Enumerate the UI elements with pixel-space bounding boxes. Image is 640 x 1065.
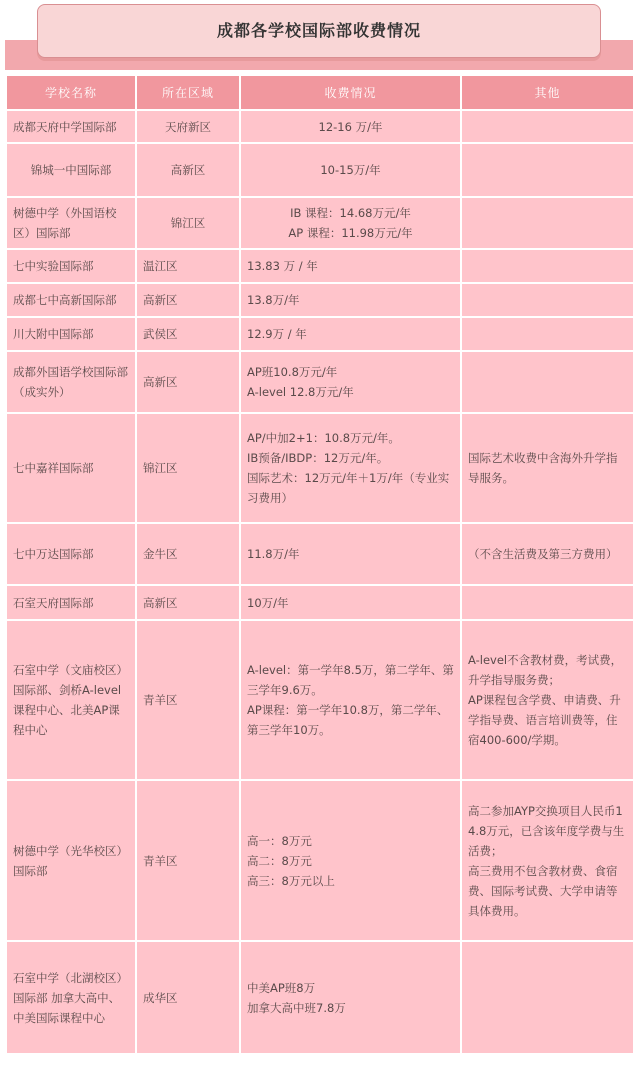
other-cell [461, 780, 634, 941]
school-name-cell: 七中实验国际部 [6, 249, 136, 283]
table-row [6, 110, 634, 143]
area-cell: 金牛区 [136, 523, 240, 585]
fee-line: 13.8万/年 [247, 293, 300, 307]
area-cell: 锦江区 [136, 413, 240, 523]
fee-line: 12.9万 / 年 [247, 327, 307, 341]
fees-cell [240, 317, 461, 351]
school-name-cell: 成都外国语学校国际部（成实外） [6, 351, 136, 413]
table-row [6, 585, 634, 620]
school-name-cell: 七中嘉祥国际部 [6, 413, 136, 523]
other-cell [461, 620, 634, 780]
fee-table [5, 74, 635, 1055]
table-row [6, 780, 634, 941]
other-cell [461, 351, 634, 413]
other-note-line: AP课程包含学费、申请费、升学指导费、语言培训费等，住宿400-600/学期。 [468, 693, 621, 747]
fee-line: 12-16 万/年 [318, 119, 383, 134]
school-name-cell: 石室天府国际部 [6, 585, 136, 620]
school-name-cell: 石室中学（北湖校区）国际部 加拿大高中、中美国际课程中心 [6, 941, 136, 1054]
other-cell [461, 143, 634, 197]
column-header-school: 学校名称 [6, 75, 136, 110]
fees-cell [240, 143, 461, 197]
column-header-other: 其他 [461, 75, 634, 110]
fee-line: 中美AP班8万 [247, 980, 316, 995]
other-note-line: 高二参加AYP交换项目人民币14.8万元，已含该年度学费与生活费； [468, 803, 625, 858]
other-note-line: A-level不含教材费，考试费，升学指导服务费； [468, 653, 623, 687]
fee-line: A-level：第一学年8.5万，第二学年、第三学年9.6万。 [247, 663, 454, 697]
fees-cell [240, 585, 461, 620]
other-cell [461, 197, 634, 249]
school-name-cell: 石室中学（文庙校区）国际部、剑桥A-level课程中心、北美AP课程中心 [6, 620, 136, 780]
fee-line: 高三：8万元以上 [247, 873, 335, 888]
other-note-line: 国际艺术收费中含海外升学指导服务。 [468, 451, 618, 485]
fee-line: IB 课程：14.68万元/年 [290, 206, 411, 220]
area-cell: 成华区 [136, 941, 240, 1054]
other-cell [461, 941, 634, 1054]
school-name-cell: 川大附中国际部 [6, 317, 136, 351]
area-cell: 高新区 [136, 143, 240, 197]
table-row [6, 249, 634, 283]
area-cell: 锦江区 [136, 197, 240, 249]
area-cell: 武侯区 [136, 317, 240, 351]
other-cell [461, 317, 634, 351]
table-header-row [6, 75, 634, 110]
other-note-line: 高三费用不包含教材费、食宿费、国际考试费、大学申请等具体费用。 [468, 863, 618, 918]
fee-line: 高二：8万元 [247, 853, 312, 868]
column-header-fees: 收费情况 [240, 75, 461, 110]
area-cell: 天府新区 [136, 110, 240, 143]
table-row [6, 317, 634, 351]
fee-line: AP 课程：11.98万元/年 [288, 226, 413, 240]
fees-cell [240, 283, 461, 317]
other-cell [461, 110, 634, 143]
other-cell [461, 523, 634, 585]
fee-line: 10万/年 [247, 595, 289, 610]
fee-line: 10-15万/年 [320, 163, 381, 177]
school-name-cell: 七中万达国际部 [6, 523, 136, 585]
area-cell: 温江区 [136, 249, 240, 283]
fee-line: 高一：8万元 [247, 833, 312, 848]
school-name-cell: 树德中学（外国语校区）国际部 [6, 197, 136, 249]
table-row [6, 283, 634, 317]
area-cell: 青羊区 [136, 780, 240, 941]
area-cell: 青羊区 [136, 620, 240, 780]
table-row [6, 413, 634, 523]
table-row [6, 143, 634, 197]
fees-cell [240, 110, 461, 143]
fees-cell [240, 941, 461, 1054]
fees-cell [240, 249, 461, 283]
fee-line: 国际艺术：12万元/年＋1万/年（专业实习费用） [247, 471, 450, 505]
school-name-cell: 树德中学（光华校区）国际部 [6, 780, 136, 941]
area-cell: 高新区 [136, 283, 240, 317]
column-header-area: 所在区域 [136, 75, 240, 110]
fees-cell [240, 523, 461, 585]
table-row [6, 197, 634, 249]
school-name-cell: 成都天府中学国际部 [6, 110, 136, 143]
fee-line: AP课程：第一学年10.8万，第二学年、第三学年10万。 [247, 703, 449, 737]
other-cell [461, 283, 634, 317]
fee-line: 11.8万/年 [247, 547, 300, 561]
fees-cell [240, 620, 461, 780]
page-title: 成都各学校国际部收费情况 [216, 21, 421, 40]
area-cell: 高新区 [136, 585, 240, 620]
fee-line: IB预备/IBDP：12万元/年。 [247, 451, 389, 465]
table-row [6, 941, 634, 1054]
fees-cell [240, 780, 461, 941]
fees-cell [240, 351, 461, 413]
fee-line: 加拿大高中班7.8万 [247, 1000, 346, 1015]
other-cell [461, 249, 634, 283]
fees-cell [240, 197, 461, 249]
fee-line: A-level 12.8万元/年 [247, 385, 354, 399]
fee-line: AP班10.8万元/年 [247, 365, 338, 379]
table-row [6, 523, 634, 585]
school-name-cell: 成都七中高新国际部 [6, 283, 136, 317]
area-cell: 高新区 [136, 351, 240, 413]
fee-line: 13.83 万 / 年 [247, 259, 318, 273]
title-card [37, 4, 601, 58]
other-cell [461, 413, 634, 523]
table-row [6, 351, 634, 413]
other-note-line: （不含生活费及第三方费用） [468, 547, 618, 561]
fee-line: AP/中加2+1：10.8万元/年。 [247, 431, 400, 445]
other-cell [461, 585, 634, 620]
school-name-cell: 锦城一中国际部 [6, 143, 136, 197]
fees-cell [240, 413, 461, 523]
table-row [6, 620, 634, 780]
